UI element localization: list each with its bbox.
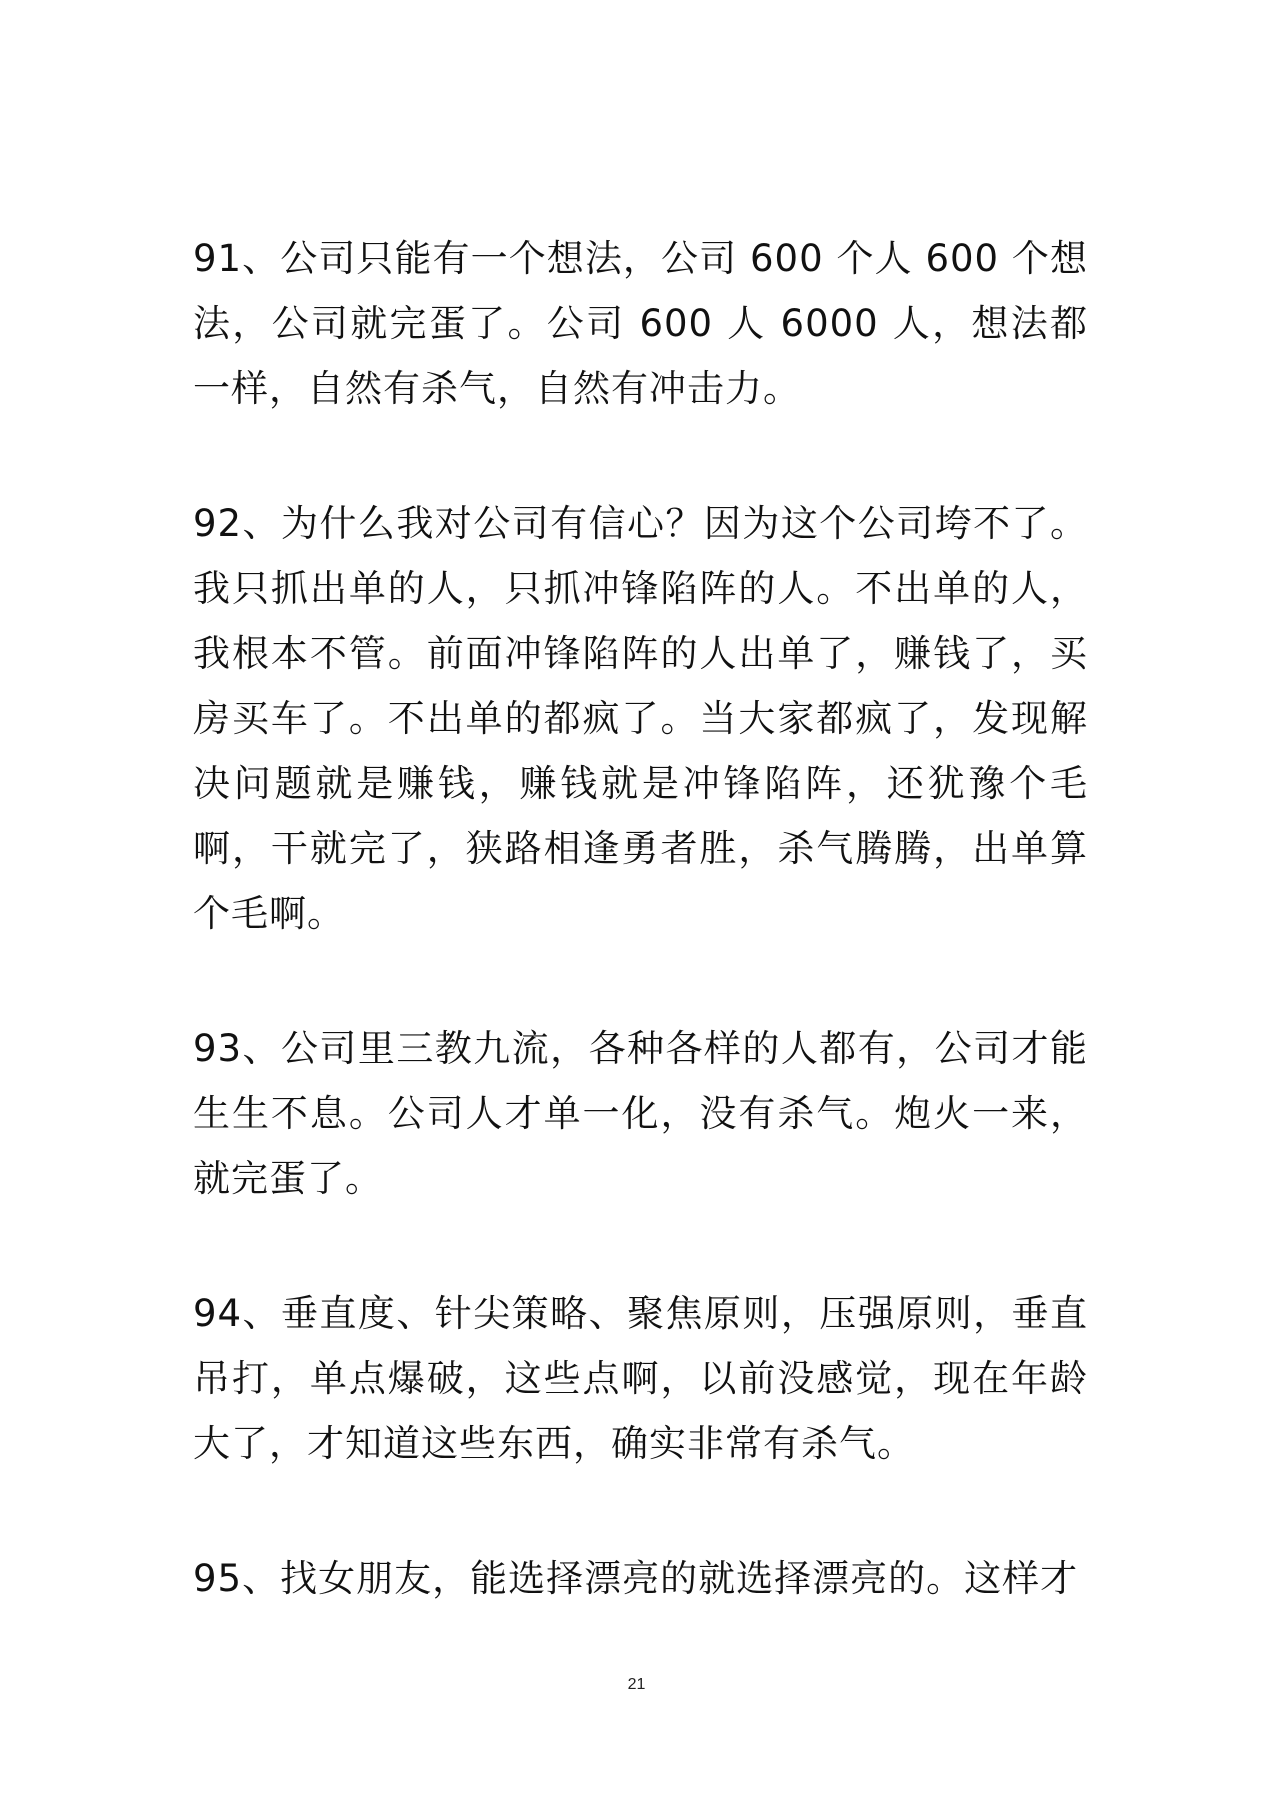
paragraph-95: 95、找女朋友，能选择漂亮的就选择漂亮的。这样才: [193, 1557, 1079, 1600]
document-body: [193, 226, 1088, 1681]
paragraph-91: 91、公司只能有一个想法，公司 600 个人 600 个想法，公司就完蛋了。公司 600 人 6000 人，想法都一样，自然有杀气，自然有冲击力。: [193, 237, 1088, 410]
paragraph-93: 93、公司里三教九流，各种各样的人都有，公司才能生生不息。公司人才单一化，没有杀气。炮火一来，就完蛋了。: [193, 1027, 1088, 1200]
page-number: 21: [627, 1676, 646, 1693]
paragraph-94: 94、垂直度、针尖策略、聚焦原则，压强原则，垂直吊打，单点爆破，这些点啊，以前没感觉，现在年龄大了，才知道这些东西，确实非常有杀气。: [193, 1292, 1088, 1465]
paragraph-92: 92、为什么我对公司有信心？因为这个公司垮不了。我只抓出单的人，只抓冲锋陷阵的人。不出单的人，我根本不管。前面冲锋陷阵的人出单了，赚钱了，买房买车了。不出单的都疯了。当大家都疯了，发现解决问题就是赚钱，赚钱就是冲锋陷阵，还犹豫个毛啊，干就完了，狭路相逢勇者胜，杀气腾腾，出单算个毛啊。: [193, 502, 1088, 935]
